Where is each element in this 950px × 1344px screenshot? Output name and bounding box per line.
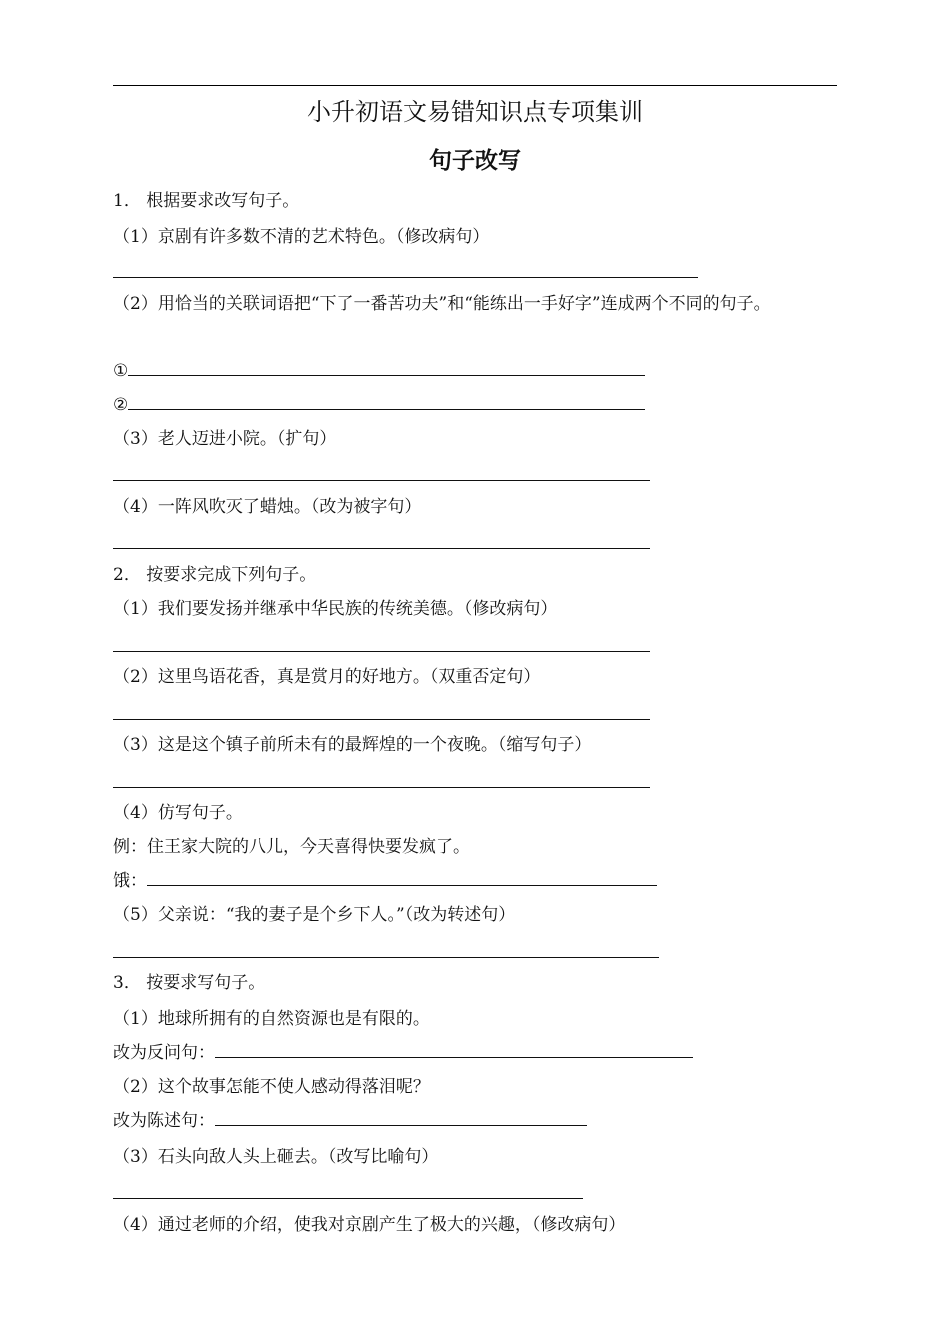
q2-imitation-blank[interactable] [147, 870, 657, 886]
q1-answer-line-4[interactable] [113, 548, 650, 549]
q2-imitation-prefix: 饿： [113, 871, 147, 891]
q1-answer-line-1[interactable] [113, 277, 698, 278]
q2-item-5: （5）父亲说：“我的妻子是个乡下人。”（改为转述句） [113, 905, 516, 925]
q2-answer-line-3[interactable] [113, 787, 650, 788]
q1-item-1: （1）京剧有许多数不清的艺术特色。（修改病句） [113, 227, 490, 247]
q1-stem: 1． 根据要求改写句子。 [113, 191, 300, 211]
q1-item-2-blank-1[interactable] [128, 360, 645, 376]
q3-declarative-row [113, 1110, 587, 1132]
q3-rhetorical-row [113, 1042, 693, 1064]
q3-item-1: （1）地球所拥有的自然资源也是有限的。 [113, 1009, 430, 1029]
q3-stem: 3． 按要求写句子。 [113, 973, 266, 993]
q2-item-3: （3）这是这个镇子前所未有的最辉煌的一个夜晚。（缩写句子） [113, 735, 592, 755]
q3-item-4: （4）通过老师的介绍，使我对京剧产生了极大的兴趣，（修改病句） [113, 1215, 626, 1235]
circled-one-marker: ① [113, 361, 129, 381]
q2-answer-line-5[interactable] [113, 957, 659, 958]
q2-item-1: （1）我们要发扬并继承中华民族的传统美德。（修改病句） [113, 599, 558, 619]
q2-example: 例：住王家大院的八儿，今天喜得快要发疯了。 [113, 837, 470, 857]
q1-item-2-answer-1 [113, 360, 645, 382]
q1-item-2: （2）用恰当的关联词语把“下了一番苦功夫”和“能练出一手好字”连成两个不同的句子。 [113, 294, 771, 314]
q3-declarative-blank[interactable] [215, 1110, 587, 1126]
q2-imitation-row [113, 870, 657, 892]
circled-two-marker: ② [113, 395, 129, 415]
q3-item-3: （3）石头向敌人头上砸去。（改写比喻句） [113, 1147, 439, 1167]
q1-item-2-answer-2 [113, 394, 645, 416]
q2-answer-line-1[interactable] [113, 651, 650, 652]
q2-answer-line-2[interactable] [113, 719, 650, 720]
page-subtitle: 句子改写 [429, 148, 521, 174]
q3-answer-line-3[interactable] [113, 1198, 583, 1199]
q1-item-3: （3）老人迈进小院。（扩句） [113, 429, 337, 449]
q1-item-2-blank-2[interactable] [128, 394, 645, 410]
page-title: 小升初语文易错知识点专项集训 [307, 98, 643, 126]
q2-stem: 2． 按要求完成下列句子。 [113, 565, 317, 585]
q3-rhetorical-prefix: 改为反问句： [113, 1043, 215, 1063]
q3-declarative-prefix: 改为陈述句： [113, 1111, 215, 1131]
q1-answer-line-3[interactable] [113, 480, 650, 481]
q2-item-4: （4）仿写句子。 [113, 803, 243, 823]
q3-item-2: （2）这个故事怎能不使人感动得落泪呢？ [113, 1077, 430, 1097]
q1-item-4: （4）一阵风吹灭了蜡烛。（改为被字句） [113, 497, 422, 517]
q3-rhetorical-blank[interactable] [215, 1042, 693, 1058]
header-rule [113, 85, 837, 86]
q2-item-2: （2）这里鸟语花香，真是赏月的好地方。（双重否定句） [113, 667, 541, 687]
